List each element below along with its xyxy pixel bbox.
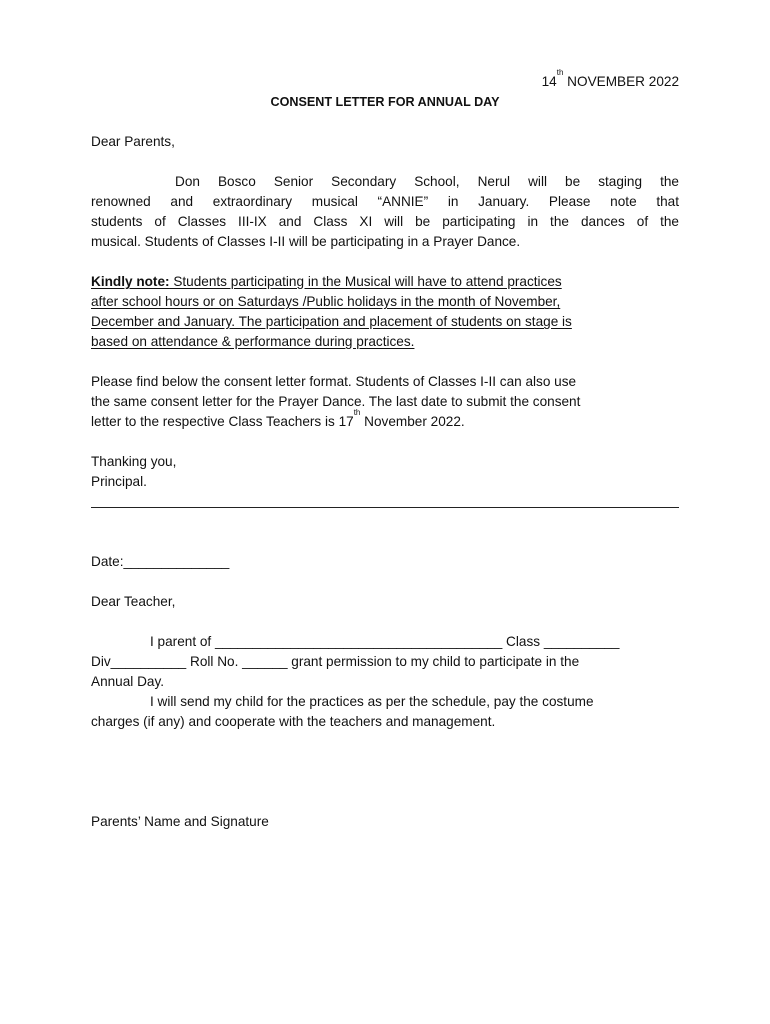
- note-line: based on attendance & performance during practices.: [91, 334, 415, 349]
- salutation-teacher: Dear Teacher,: [91, 594, 176, 609]
- note-line: after school hours or on Saturdays /Public holidays in the month of November,: [91, 294, 561, 309]
- paragraph-line: Please find below the consent letter format. Students of Classes I-II can also use: [91, 374, 577, 389]
- form-line-practices: I will send my child for the practices as per the schedule, pay the costume: [150, 694, 594, 709]
- paragraph-line: the same consent letter for the Prayer Dance. The last date to submit the consent: [91, 394, 581, 409]
- letter-date: 14th NOVEMBER 2022: [541, 68, 679, 89]
- form-line-annual-day: Annual Day.: [91, 674, 165, 689]
- salutation-parents: Dear Parents,: [91, 134, 175, 149]
- paragraph-line: renowned and extraordinary musical “ANNIE” in January. Please note that: [91, 194, 679, 209]
- signatory: Principal.: [91, 474, 147, 489]
- form-line-charges: charges (if any) and cooperate with the teachers and management.: [91, 714, 496, 729]
- kindly-note-line: Kindly note: Students participating in the Musical will have to attend practices: [91, 274, 562, 289]
- form-date-field: Date:______________: [91, 554, 230, 569]
- form-line-div-roll: Div__________ Roll No. ______ grant permission to my child to participate in the: [91, 654, 580, 669]
- kindly-note-label: Kindly note:: [91, 274, 170, 289]
- form-line-parent: I parent of ______________________________________ Class __________: [150, 634, 620, 649]
- paragraph-line: Don Bosco Senior Secondary School, Nerul will be staging the: [175, 174, 679, 189]
- paragraph-line: musical. Students of Classes I-II will be participating in a Prayer Dance.: [91, 234, 521, 249]
- closing: Thanking you,: [91, 454, 177, 469]
- paragraph-line: students of Classes III-IX and Class XI will be participating in the dances of the: [91, 214, 679, 229]
- note-line: December and January. The participation and placement of students on stage is: [91, 314, 572, 329]
- paragraph-line: letter to the respective Class Teachers is 17th November 2022.: [91, 408, 465, 429]
- cut-line-divider: [91, 507, 679, 508]
- letter-title: CONSENT LETTER FOR ANNUAL DAY: [270, 95, 500, 109]
- signature-label: Parents’ Name and Signature: [91, 814, 269, 829]
